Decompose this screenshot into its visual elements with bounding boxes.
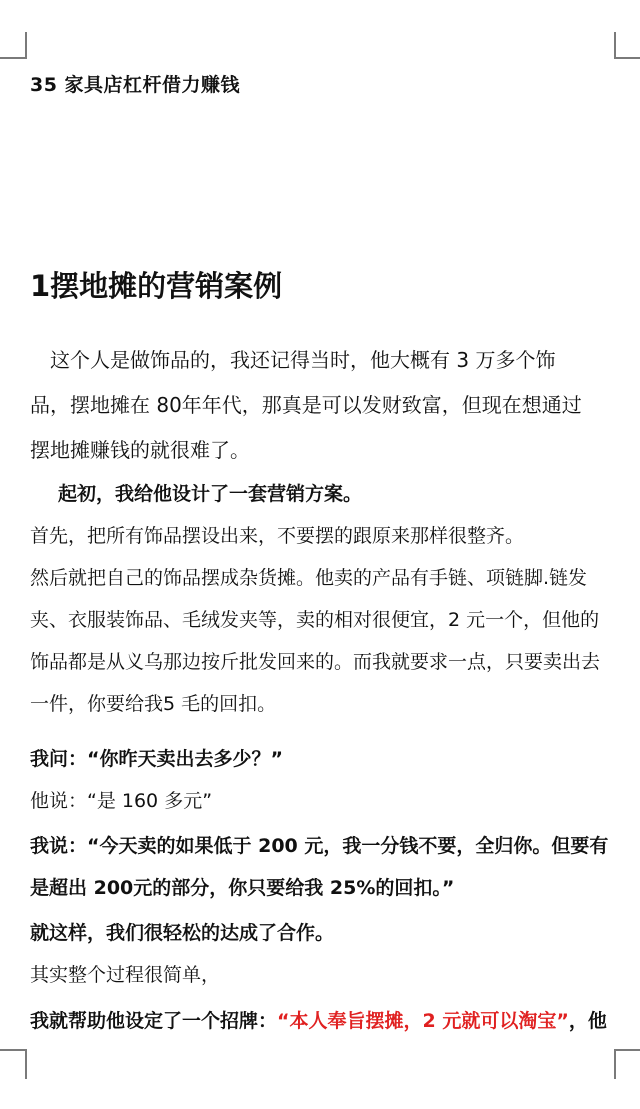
then-line-3: 饰品都是从义乌那边按斤批发回来的。而我就要求一点，只要卖出去 [30, 651, 601, 673]
i-asked-line: 我问：“你昨天卖出去多少？” [30, 748, 283, 770]
sign-highlight: “本人奉旨摆摊，2 元就可以淘宝” [277, 1010, 569, 1032]
then-paragraph [30, 557, 620, 725]
then-line-4: 一件，你要给我5 毛的回扣。 [30, 693, 277, 715]
i-said-line-2: 是超出 200元的部分，你只要给我 25%的回扣。” [30, 877, 455, 899]
i-said-paragraph [30, 825, 620, 909]
chapter-header: 35 家具店杠杆借力赚钱 [30, 74, 241, 96]
he-said-line: 他说：“是 160 多元” [30, 790, 213, 812]
then-line-2: 夹、衣服装饰品、毛绒发夹等，卖的相对很便宜，2 元一个，但他的 [30, 609, 600, 631]
i-said-line-1: 我说：“今天卖的如果低于 200 元，我一分钱不要，全归你。但要有 [30, 835, 609, 857]
intro-line-2: 品，摆地摊在 80年年代，那真是可以发财致富，但现在想通过 [30, 393, 582, 417]
plan-title: 起初，我给他设计了一套营销方案。 [58, 483, 363, 505]
crop-mark-top-left-vertical [25, 32, 27, 58]
crop-mark-top-left-horizontal [0, 57, 27, 59]
sign-suffix: ，他 [568, 1010, 607, 1032]
crop-mark-top-right-vertical [614, 32, 616, 58]
intro-line-3: 摆地摊赚钱的就很难了。 [30, 438, 250, 462]
crop-mark-bottom-left-vertical [25, 1049, 27, 1079]
first-paragraph: 首先，把所有饰品摆设出来，不要摆的跟原来那样很整齐。 [30, 525, 525, 547]
deal-line: 就这样，我们很轻松的达成了合作。 [30, 922, 335, 944]
section-heading: 1摆地摊的营销案例 [30, 269, 283, 303]
then-line-1: 然后就把自己的饰品摆成杂货摊。他卖的产品有手链、项链脚.链发 [30, 567, 588, 589]
crop-mark-bottom-right-horizontal [614, 1049, 640, 1051]
crop-mark-bottom-right-vertical [614, 1049, 616, 1079]
crop-mark-top-right-horizontal [614, 57, 640, 59]
intro-paragraph [30, 338, 620, 473]
sign-line [30, 1000, 620, 1042]
crop-mark-bottom-left-horizontal [0, 1049, 27, 1051]
simple-line: 其实整个过程很简单， [30, 964, 221, 986]
intro-line-1: 这个人是做饰品的，我还记得当时，他大概有 3 万多个饰 [50, 348, 556, 372]
sign-prefix: 我就帮助他设定了一个招牌： [30, 1010, 278, 1032]
